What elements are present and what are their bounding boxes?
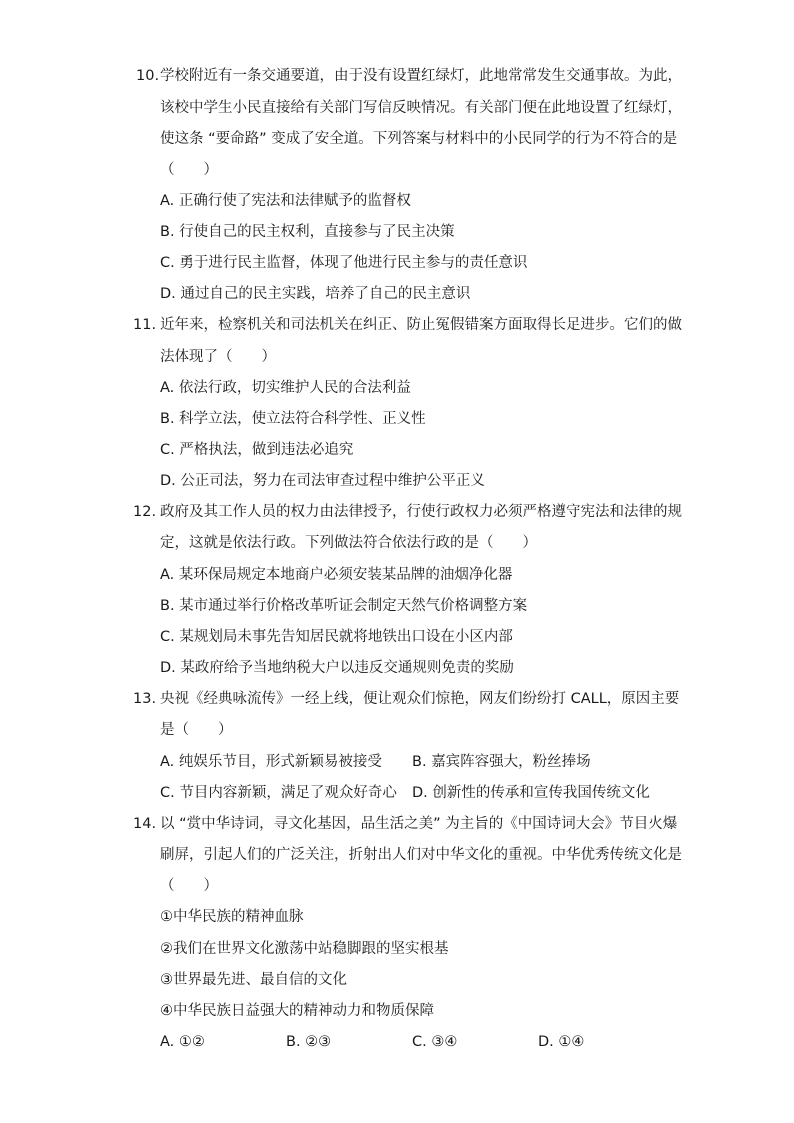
choice-d: D. ①④ — [538, 1034, 585, 1050]
option-c: C. 节目内容新颖，满足了观众好奇心 — [160, 785, 397, 801]
option-b: B. 某市通过举行价格改革听证会制定天然气价格调整方案 — [160, 598, 528, 614]
option-b: B. 科学立法，使立法符合科学性、正义性 — [160, 411, 426, 427]
statement-1: ①中华民族的精神血脉 — [160, 909, 304, 925]
question-stem-line: 使这条 “要命路” 变成了安全道。下列答案与材料中的小民同学的行为不符合的是 — [160, 131, 678, 147]
choice-c: C. ③④ — [412, 1034, 458, 1050]
question-stem-line: 该校中学生小民直接给有关部门写信反映情况。有关部门便在此地设置了红绿灯， — [160, 100, 682, 116]
question-stem-line: 是（ ） — [160, 722, 233, 738]
option-d: D. 某政府给予当地纳税大户以违反交通规则免责的奖励 — [160, 660, 514, 676]
question-number: 11. — [133, 317, 157, 333]
choice-a: A. ①② — [160, 1034, 205, 1050]
option-d: D. 创新性的传承和宣传我国传统文化 — [412, 785, 650, 801]
option-c: C. 勇于进行民主监督，体现了他进行民主参与的责任意识 — [160, 255, 528, 271]
answer-blank: （ ） — [160, 162, 218, 178]
option-b: B. 嘉宾阵容强大，粉丝捧场 — [412, 754, 591, 770]
choice-b: B. ②③ — [286, 1034, 332, 1050]
option-c: C. 某规划局未事先告知居民就将地铁出口设在小区内部 — [160, 629, 513, 645]
statement-2: ②我们在世界文化激荡中站稳脚跟的坚实根基 — [160, 941, 449, 957]
question-number: 12. — [133, 504, 157, 520]
question-number: 10. — [136, 68, 160, 84]
question-stem-line: 刷屏，引起人们的广泛关注，折射出人们对中华文化的重视。中华优秀传统文化是 — [160, 847, 682, 863]
option-c: C. 严格执法，做到违法必追究 — [160, 442, 354, 458]
option-a: A. 正确行使了宪法和法律赋予的监督权 — [160, 193, 411, 209]
answer-blank: （ ） — [160, 878, 218, 894]
question-stem-line: 政府及其工作人员的权力由法律授予，行使行政权力必须严格遵守宪法和法律的规 — [160, 504, 682, 520]
question-number: 13. — [133, 691, 157, 707]
option-a: A. 某环保局规定本地商户必须安装某品牌的油烟净化器 — [160, 567, 513, 583]
question-stem-line: 法体现了（ ） — [160, 349, 276, 365]
option-b: B. 行使自己的民主权利，直接参与了民主决策 — [160, 224, 455, 240]
question-stem-line: 学校附近有一条交通要道，由于没有设置红绿灯，此地常常发生交通事故。为此， — [160, 68, 682, 84]
statement-4: ④中华民族日益强大的精神动力和物质保障 — [160, 1003, 434, 1019]
option-d: D. 通过自己的民主实践，培养了自己的民主意识 — [160, 286, 471, 302]
option-a: A. 纯娱乐节目，形式新颖易被接受 — [160, 754, 382, 770]
question-stem-line: 定，这就是依法行政。下列做法符合依法行政的是（ ） — [160, 535, 537, 551]
question-stem-line: 央视《经典咏流传》一经上线，便让观众们惊艳，网友们纷纷打 CALL，原因主要 — [160, 691, 680, 707]
question-stem-line: 近年来，检察机关和司法机关在纠正、防止冤假错案方面取得长足进步。它们的做 — [160, 317, 682, 333]
question-number: 14. — [133, 816, 157, 832]
option-d: D. 公正司法，努力在司法审查过程中维护公平正义 — [160, 473, 485, 489]
option-a: A. 依法行政，切实维护人民的合法利益 — [160, 380, 411, 396]
statement-3: ③世界最先进、最自信的文化 — [160, 972, 347, 988]
question-stem-line: 以 “赏中华诗词，寻文化基因，品生活之美” 为主旨的《中国诗词大会》节目火爆 — [160, 816, 678, 832]
